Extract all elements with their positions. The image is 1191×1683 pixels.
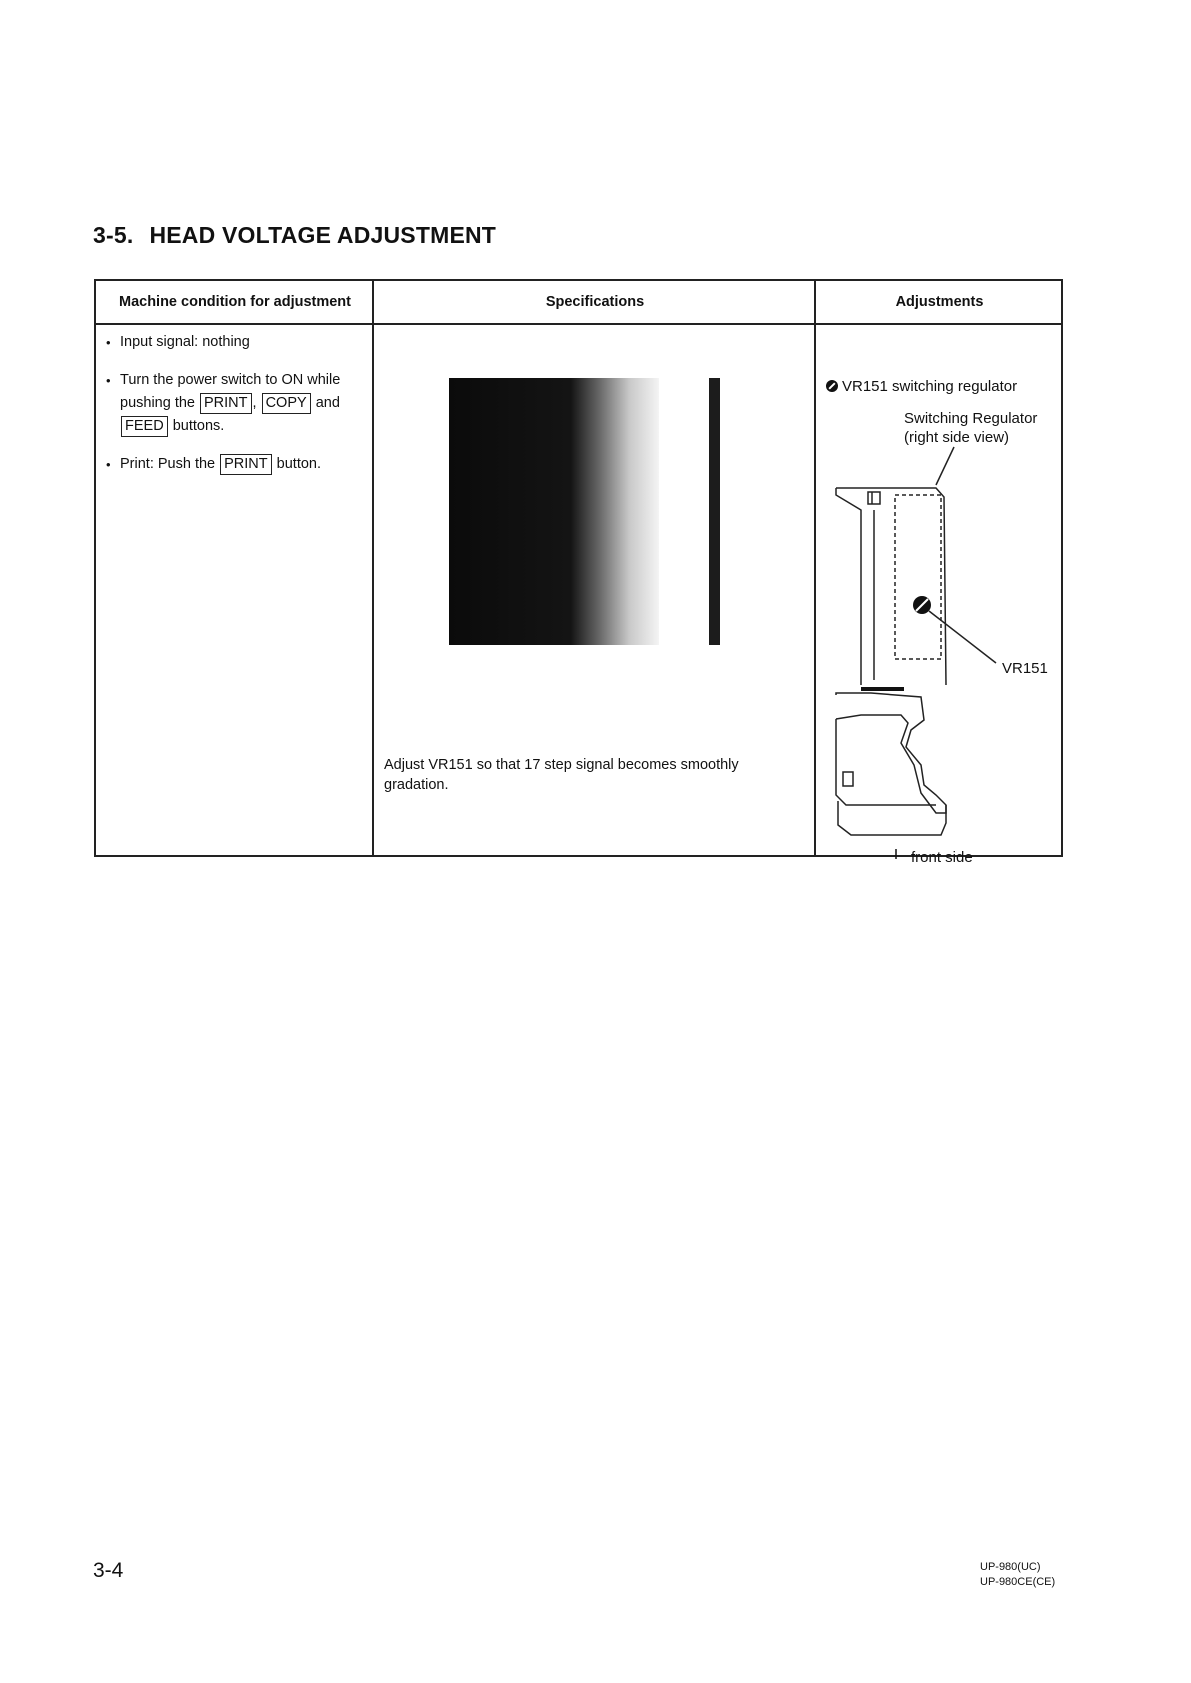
model-uc: UP-980(UC) — [980, 1561, 1041, 1573]
gradation-print-sample — [374, 325, 814, 645]
buttons-text: buttons. — [172, 418, 225, 434]
specifications-cell — [374, 325, 814, 855]
input-signal-text: Input signal: nothing — [120, 334, 250, 350]
gradation-block — [449, 378, 659, 645]
reference-bar — [709, 378, 720, 645]
feed-key: FEED — [121, 416, 168, 437]
front-side-label: front side — [911, 849, 973, 866]
section-title — [93, 222, 496, 249]
model-ce: UP-980CE(CE) — [980, 1576, 1056, 1588]
diagram-title-line1: Switching Regulator — [904, 410, 1038, 427]
section-number: 3-5. — [93, 222, 134, 248]
condition-list — [106, 331, 368, 476]
specification-text: Adjust VR151 so that 17 step signal becomes smoothly gradation. — [384, 757, 739, 793]
header-condition: Machine condition for adjustment — [96, 281, 374, 325]
button-text: button. — [276, 456, 322, 472]
model-numbers — [980, 1560, 1055, 1590]
header-specifications: Specifications — [374, 281, 816, 325]
diagram-title-line2: (right side view) — [904, 429, 1010, 446]
print-text: Print: Push the — [120, 456, 216, 472]
print-key: PRINT — [200, 393, 252, 414]
print-key: PRINT — [220, 454, 272, 475]
and-text: and — [315, 395, 340, 411]
page-number: 3-4 — [93, 1559, 124, 1582]
condition-cell — [106, 325, 368, 855]
section-heading: HEAD VOLTAGE ADJUSTMENT — [149, 222, 497, 248]
vr151-label: VR151 — [1002, 660, 1048, 677]
list-item — [106, 453, 360, 476]
adjustments-cell — [816, 325, 1063, 866]
power-on-text: Turn the power switch to ON while pushing the — [120, 372, 341, 411]
copy-key: COPY — [262, 393, 311, 414]
header-adjustments: Adjustments — [816, 281, 1063, 325]
adjustment-table — [94, 279, 1063, 866]
list-item: • Turn the power switch to ON while pushing the PRINT , COPY and FEED buttons. — [106, 369, 360, 438]
list-item — [106, 331, 360, 354]
switching-regulator-diagram — [816, 325, 1063, 859]
adjustment-heading-text: VR151 switching regulator — [842, 378, 1018, 395]
